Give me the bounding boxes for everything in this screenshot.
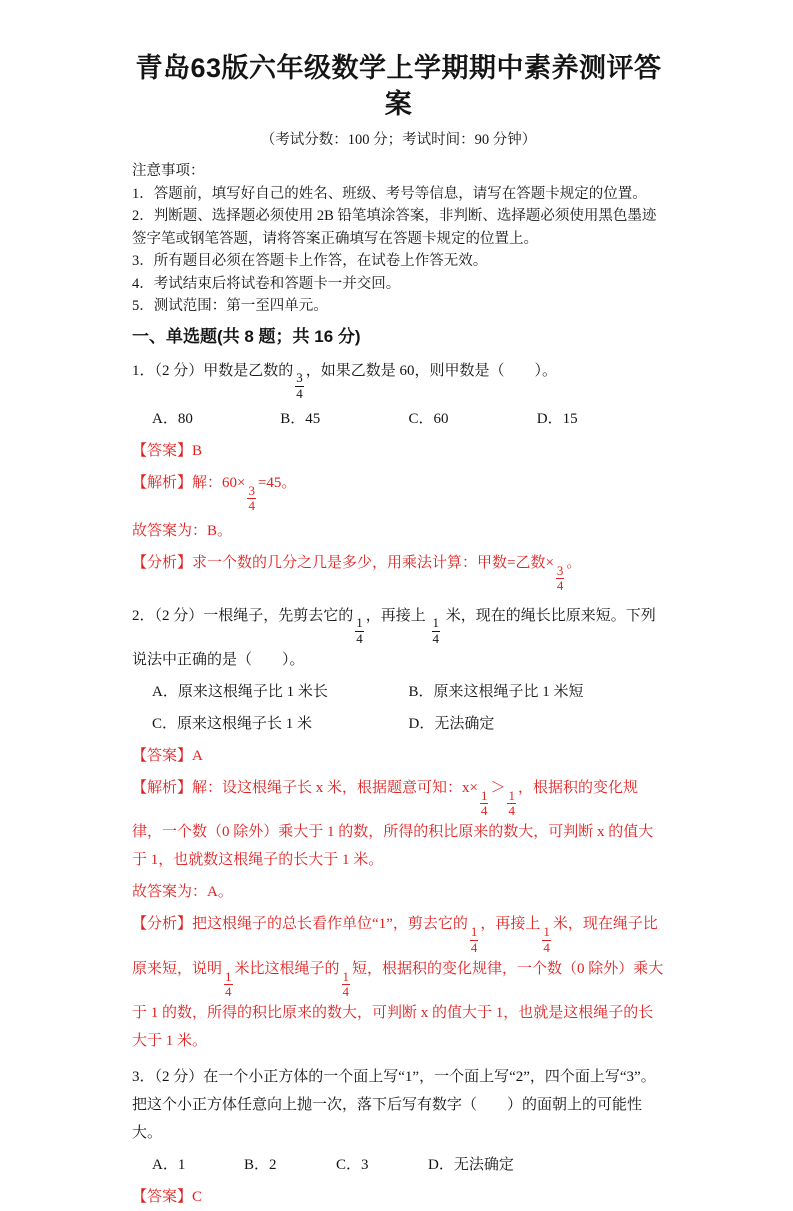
question-2-answer: 【答案】A	[132, 748, 203, 765]
question-2-options	[132, 678, 665, 738]
fraction: $\frac{1}{4}$	[480, 787, 488, 819]
option-d: D．无法确定	[408, 716, 495, 733]
option-d: D．无法确定	[428, 1157, 514, 1174]
fraction: $\frac{1}{4}$	[356, 615, 363, 646]
question-3-answer: 【答案】C	[132, 1189, 203, 1206]
option-d: D．15	[536, 410, 578, 427]
notice-item: 1．答题前，填写好自己的姓名、班级、考号等信息，请写在答题卡规定的位置。	[132, 185, 647, 202]
question-2	[132, 602, 665, 1056]
fraction: $\frac{1}{4}$	[470, 924, 478, 955]
question-1-options	[132, 405, 665, 433]
option-b: B．45	[280, 410, 321, 427]
section-heading: 一、单选题(共 8 题；共 16 分)	[132, 326, 361, 346]
question-1-analysis: 【分析】求一个数的几分之几是多少，用乘法计算：甲数=乙数× $\frac{3}{4}$ 。	[132, 555, 582, 594]
notice-heading: 注意事项：	[132, 163, 205, 179]
question-1-conclusion: 故答案为：B。	[132, 523, 233, 540]
option-b: B．2	[244, 1157, 277, 1174]
fraction: $\frac{1}{4}$	[342, 968, 350, 999]
notice-item: 2．判断题、选择题必须使用 2B 铅笔填涂答案，非判断、选择题必须使用黑色墨迹签字笔或钢笔答题，请将答案正确填写在答题卡规定的位置上。	[132, 208, 657, 247]
fraction: $\frac{1}{4}$	[543, 924, 550, 955]
option-a: A．80	[152, 410, 193, 427]
option-a: A．1	[152, 1157, 186, 1174]
notice-item: 3．所有题目必须在答题卡上作答，在试卷上作答无效。	[132, 253, 488, 269]
question-3	[132, 1063, 665, 1211]
notice-item: 5．测试范围：第一至四单元。	[132, 298, 328, 314]
notice-item: 4．考试结束后将试卷和答题卡一并交回。	[132, 275, 401, 292]
option-b: B．原来这根绳子比 1 米短	[408, 684, 584, 701]
question-1-explanation: 【解析】解：60× $\frac{3}{4}$ =45。	[132, 474, 297, 513]
question-2-explanation: 【解析】解：设这根绳子长 x 米，根据题意可知：x× $\frac{1}{4}$ ＞ $\frac{1}{4}$ ，根据积的变化规律，一个数（0 除外）乘大于 1 的数，所得的积比原来的数大，可判断 x 的值大于 1，也就数这根绳子的长大于 1 米。	[132, 780, 654, 869]
question-1-stem: 1．（2 分）甲数是乙数的 $\frac{3}{4}$ ，如果乙数是 60，则甲数是（ ）。	[132, 362, 558, 401]
option-c: C．3	[336, 1157, 369, 1174]
fraction: $\frac{3}{4}$	[248, 482, 255, 513]
question-3-stem: 3．（2 分）在一个小正方体的一个面上写“1”，一个面上写“2”，四个面上写“3”。把这个小正方体任意向上抛一次，落下后写有数字（ ）的面朝上的可能性大。	[132, 1069, 656, 1142]
question-1-answer: 【答案】B	[132, 442, 203, 459]
exam-info: （考试分数：100 分；考试时间：90 分钟）	[260, 132, 537, 148]
fraction: $\frac{1}{4}$	[508, 787, 515, 819]
option-c: C．60	[408, 410, 449, 427]
fraction: $\frac{3}{4}$	[296, 370, 303, 401]
fraction: $\frac{1}{4}$	[432, 615, 440, 646]
page-title: 青岛63版六年级数学上学期期中素养测评答案	[135, 53, 662, 119]
option-c: C．原来这根绳子长 1 米	[152, 716, 313, 733]
question-2-stem: 2．（2 分）一根绳子，先剪去它的 $\frac{1}{4}$ ，再接上 $\frac{1}{4}$ 米，现在的绳长比原来短。下列说法中正确的是（ ）。	[132, 607, 656, 669]
option-a: A．原来这根绳子比 1 米长	[152, 684, 328, 701]
question-3-options	[132, 1151, 665, 1179]
fraction: $\frac{3}{4}$	[556, 563, 564, 594]
notice-section	[132, 160, 665, 318]
question-2-analysis: 【分析】把这根绳子的总长看作单位“1”，剪去它的 $\frac{1}{4}$ ，再接上 $\frac{1}{4}$ 米，现在绳子比原来短，说明 $\frac{1}{4}$ 米比这根绳子的 $\frac{1}{4}$ 短，根据积的变化规律，一个数（0 除外）乘大于 1 的数，所得的积比原来的数大，可判断 x 的值大于 1，也就是这根绳子的长大于 1 米。	[132, 916, 664, 1050]
question-2-conclusion: 故答案为：A。	[132, 884, 233, 901]
fraction: $\frac{1}{4}$	[225, 968, 232, 999]
question-1	[132, 357, 665, 594]
